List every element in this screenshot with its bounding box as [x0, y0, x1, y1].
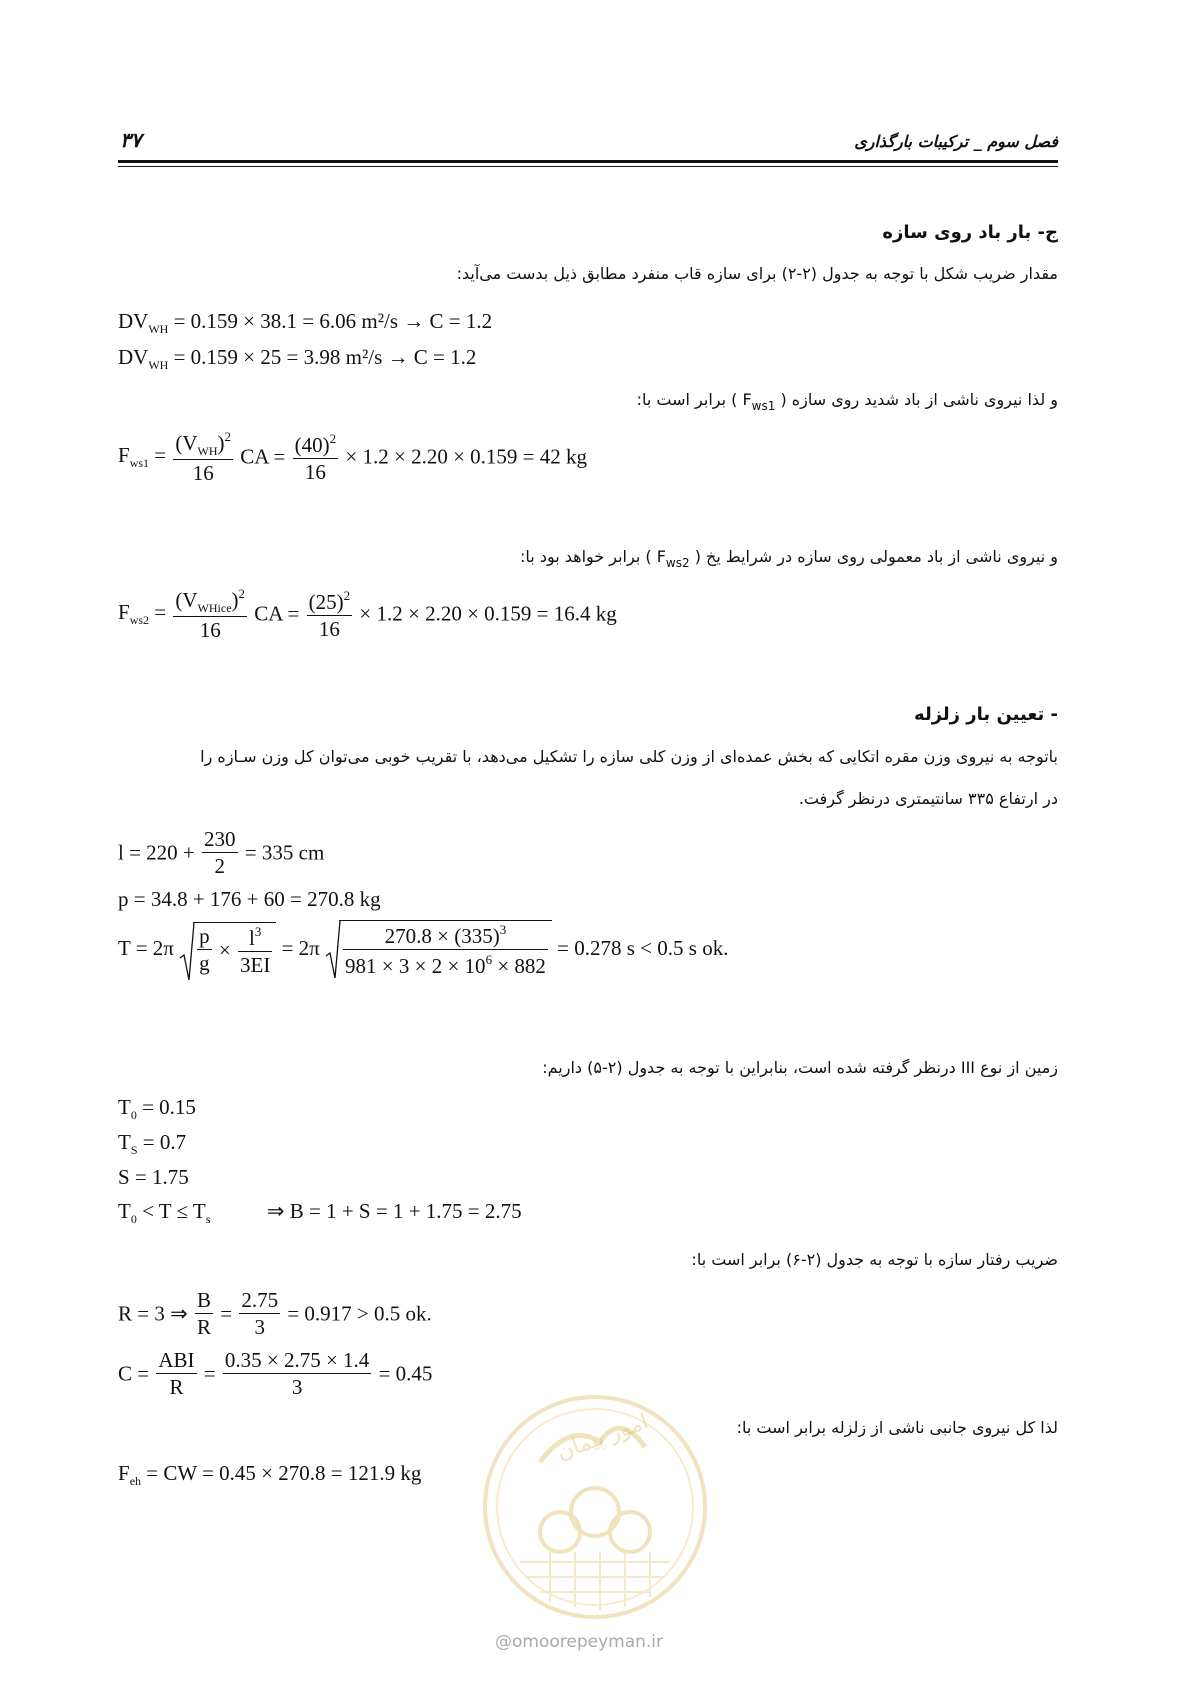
- ice-wind-text-end: ) برابر خواهد بود با:: [520, 547, 657, 566]
- eq-s: S = 1.75: [118, 1165, 189, 1189]
- dv-sub: WH: [148, 322, 169, 336]
- eq-C: C = $\frac{\text{ABI}}{R}$ = $\frac{0.35 \times 2.75 \times 1.4}{3}$ = 0.45: [118, 1348, 433, 1399]
- eq-T: T = 2π $\frac{p}{g}$ × $\frac{l^3}{3EI}$ = 2π $\frac{270.8 \times (335)^3}{981 \times 3 \times 2 \times 10^6 \times 882}$ = 0.278 s < 0.5 s ok.: [118, 922, 729, 978]
- strong-wind-intro: [258, 390, 1058, 413]
- quake-para-line1: باتوجه به نیروی وزن مقره اتکایی که بخش عمده‌ای از وزن کلی سازه را تشکیل می‌دهد، با تقریب خوبی می‌توان کل وزن سـازه را: [200, 747, 1058, 766]
- page-number: ۳۷: [120, 128, 142, 152]
- fws1-equation: $F_{ws1}$ = $\frac{(V_{WH})^2}{16}$ CA = $\frac{(40)^2}{16}$ × 1.2 × 2.20 × 0.159 = 42 kg: [118, 429, 588, 485]
- fws1-frac-2: $\frac{(40)^2}{16}$: [294, 430, 337, 484]
- behavior-text: ضریب رفتار سازه با توجه به جدول (۲-۶) برابر است با:: [691, 1250, 1058, 1269]
- ice-wind-sub: ws2: [665, 556, 690, 570]
- dv-equation-2: [118, 347, 476, 371]
- fws1-frac-1: $\frac{(V_{WH})^2}{16}$: [175, 429, 232, 485]
- dv-eq2-rhs: = 0.159 × 25 = 3.98 m²/s → C = 1.2: [173, 345, 477, 369]
- eq-R: R = 3 ⇒ $\frac{B}{R}$ = $\frac{2.75}{3}$ = 0.917 > 0.5 ok.: [118, 1288, 432, 1339]
- fws2-tail: × 1.2 × 2.20 × 0.159 = 16.4 kg: [359, 601, 617, 626]
- sqrt-1: $\frac{p}{g}$ × $\frac{l^3}{3EI}$: [179, 922, 276, 976]
- quake-para-line2: در ارتفاع ۳۳۵ سانتیمتری درنظر گرفت.: [798, 789, 1058, 808]
- chapter-title: فصل سوم _ ترکیبات بارگذاری: [854, 132, 1058, 151]
- eq-ts: $T_S = 0.7$: [118, 1130, 187, 1157]
- eq-p: p = 34.8 + 176 + 60 = 270.8 kg: [118, 887, 381, 911]
- eq-feh: $F_{eh}$ = CW = 0.45 × 270.8 = 121.9 kg: [118, 1461, 422, 1488]
- eq-l: l = 220 + $\frac{230}{2}$ = 335 cm: [118, 827, 325, 878]
- dv-equation-1: [118, 311, 492, 335]
- watermark-at-icon: @: [495, 1632, 512, 1652]
- wind-intro: مقدار ضریب شکل با توجه به جدول (۲-۲) برای سازه قاب منفرد مطابق ذیل بدست می‌آید:: [456, 264, 1058, 283]
- watermark-site: @omoorepeyman.ir: [495, 1632, 664, 1652]
- lateral-text: لذا کل نیروی جانبی ناشی از زلزله برابر است با:: [736, 1418, 1058, 1437]
- header-rule-thin: [118, 166, 1058, 167]
- quake-heading: - تعیین بار زلزله: [914, 704, 1058, 725]
- watermark-logo-text: امور پیمان: [553, 1409, 652, 1466]
- ice-wind-intro: [258, 547, 1058, 570]
- soil-text: زمین از نوع III درنظر گرفته شده است، بنابراین با توجه به جدول (۲-۵) داریم:: [542, 1058, 1058, 1077]
- strong-wind-text-end: ) برابر است با:: [636, 390, 743, 409]
- dv-eq1-rhs: = 0.159 × 38.1 = 6.06 m²/s → C = 1.2: [173, 309, 493, 333]
- dv-sub: WH: [148, 358, 169, 372]
- fws2-frac-2: $\frac{(25)^2}{16}$: [308, 587, 351, 641]
- ice-wind-text: و نیروی ناشی از باد معمولی روی سازه در شرایط یخ ( F: [656, 547, 1058, 566]
- dv-label: DV: [118, 309, 149, 333]
- wind-heading: ج- بار باد روی سازه: [882, 222, 1058, 243]
- dv-label: DV: [118, 345, 149, 369]
- strong-wind-text: و لذا نیروی ناشی از باد شدید روی سازه ( F: [742, 390, 1058, 409]
- header-rule-thick: [118, 160, 1058, 163]
- fws2-equation: $F_{ws2}$ = $\frac{(V_{WHice})^2}{16}$ CA = $\frac{(25)^2}{16}$ × 1.2 × 2.20 × 0.159 = 16.4 kg: [118, 586, 617, 642]
- eq-cond: $T_0 < T \le T_s$ ⇒ B = 1 + S = 1 + 1.75 = 2.75: [118, 1199, 522, 1226]
- fws2-frac-1: $\frac{(V_{WHice})^2}{16}$: [175, 586, 246, 642]
- strong-wind-sub: ws1: [751, 399, 776, 413]
- eq-t0: $T_0 = 0.15$: [118, 1095, 196, 1122]
- fws1-tail: × 1.2 × 2.20 × 0.159 = 42 kg: [345, 444, 588, 469]
- sqrt-2: $\frac{270.8 \times (335)^3}{981 \times 3 \times 2 \times 10^6 \times 882}$: [325, 920, 552, 977]
